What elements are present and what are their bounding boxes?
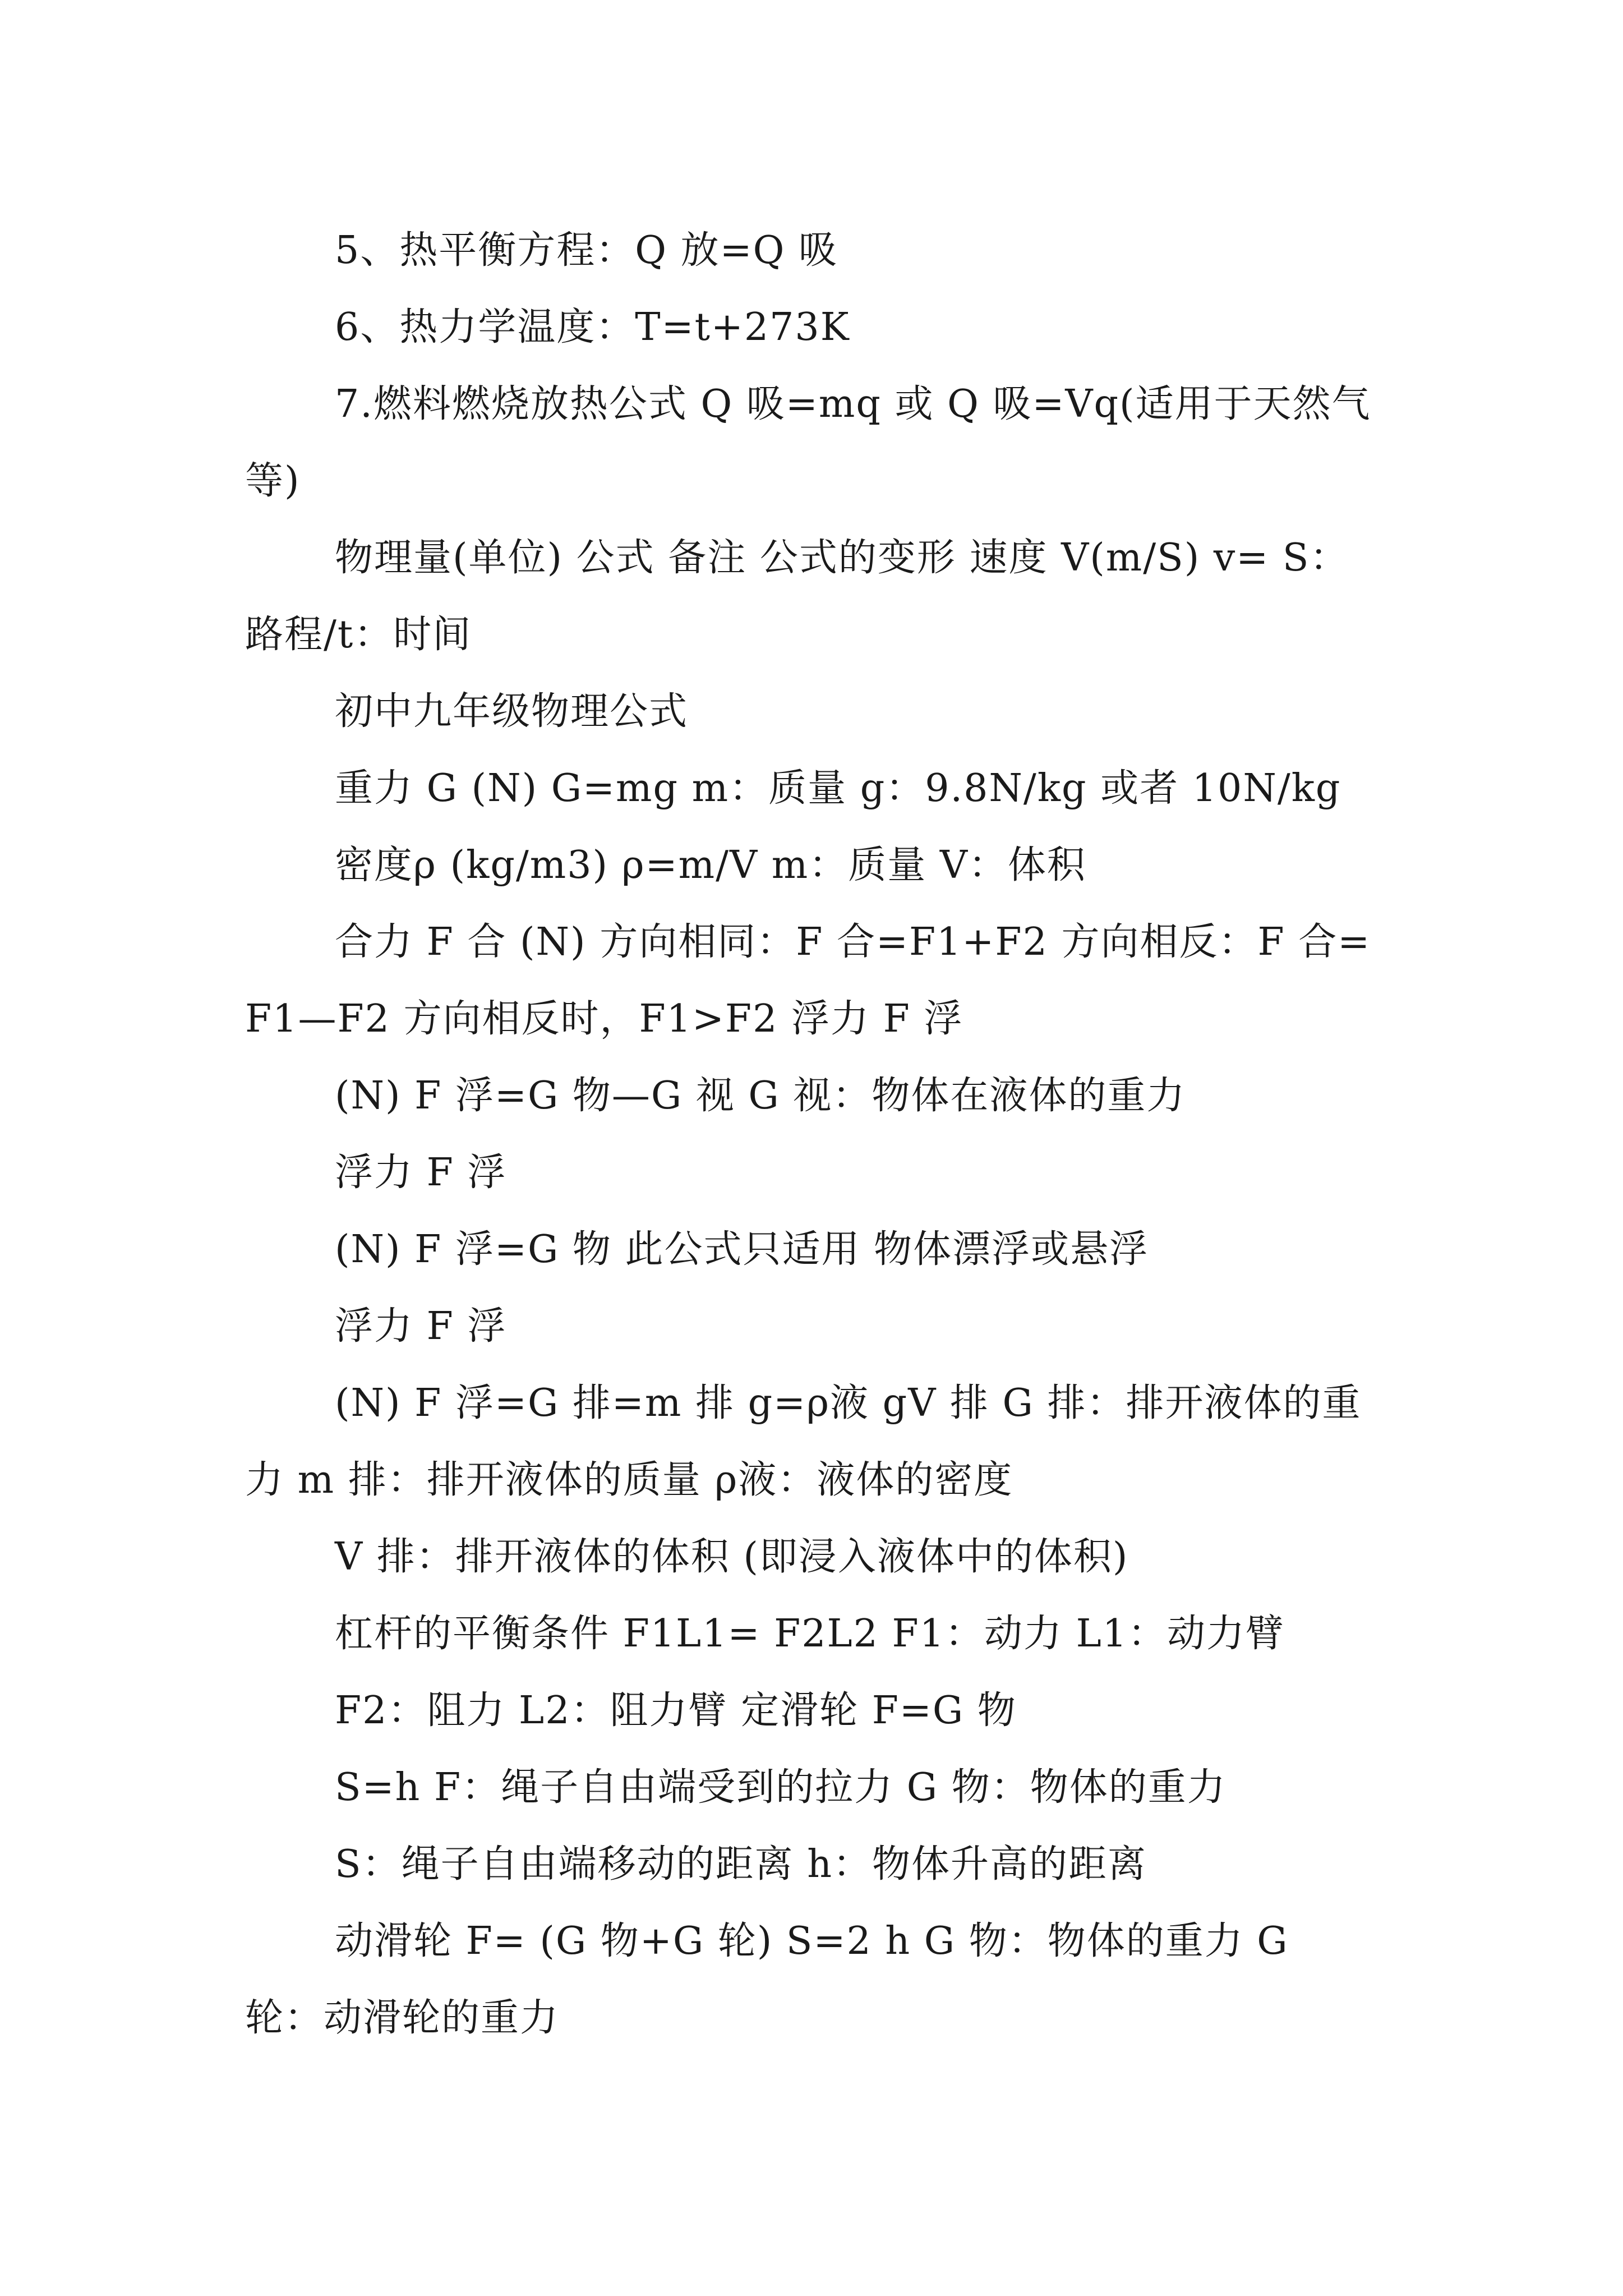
paragraph-heat-balance: 5、热平衡方程：Q 放=Q 吸	[335, 228, 838, 273]
paragraph-archimedes: (N) F 浮=G 排=m 排 g=ρ液 gV 排 G 排：排开液体的重力 m 排：排开液体的质量 ρ液：液体的密度	[245, 1381, 1362, 1502]
paragraph-gravity: 重力 G (N) G=mg m：质量 g：9.8N/kg 或者 10N/kg	[335, 766, 1341, 811]
paragraph-rope-distance: S：绳子自由端移动的距离 h：物体升高的距离	[335, 1842, 1147, 1887]
paragraph-buoyancy-weighing: (N) F 浮=G 物—G 视 G 视：物体在液体的重力	[335, 1074, 1186, 1118]
paragraph-buoyancy-label-1: 浮力 F 浮	[335, 1151, 507, 1195]
paragraph-density: 密度ρ (kg/m3) ρ=m/V m：质量 V：体积	[335, 843, 1086, 887]
paragraph-section-heading: 初中九年级物理公式	[335, 689, 689, 734]
paragraph-buoyancy-floating: (N) F 浮=G 物 此公式只适用 物体漂浮或悬浮	[335, 1227, 1149, 1272]
paragraph-thermodynamic-temperature: 6、热力学温度：T=t+273K	[335, 305, 850, 349]
document-body	[245, 212, 1378, 2056]
paragraph-movable-pulley: 动滑轮 F= (G 物+G 轮) S=2 h G 物：物体的重力 G 轮：动滑轮的重力	[245, 1919, 1289, 2040]
paragraph-buoyancy-label-2: 浮力 F 浮	[335, 1304, 507, 1349]
paragraph-fuel-combustion: 7.燃料燃烧放热公式 Q 吸=mq 或 Q 吸=Vq(适用于天然气等)	[245, 382, 1371, 503]
paragraph-lever-balance: 杠杆的平衡条件 F1L1= F2L2 F1：动力 L1：动力臂	[335, 1612, 1285, 1656]
paragraph-fixed-pulley: F2：阻力 L2：阻力臂 定滑轮 F=G 物	[335, 1688, 1017, 1733]
paragraph-resultant-force: 合力 F 合 (N) 方向相同：F 合=F1+F2 方向相反：F 合=F1—F2 方向相反时，F1>F2 浮力 F 浮	[245, 920, 1371, 1041]
paragraph-displaced-volume: V 排：排开液体的体积 (即浸入液体中的体积)	[335, 1535, 1129, 1579]
paragraph-rope-force: S=h F：绳子自由端受到的拉力 G 物：物体的重力	[335, 1765, 1227, 1810]
paragraph-speed: 物理量(单位) 公式 备注 公式的变形 速度 V(m/S) v= S：路程/t：时间	[245, 536, 1349, 657]
